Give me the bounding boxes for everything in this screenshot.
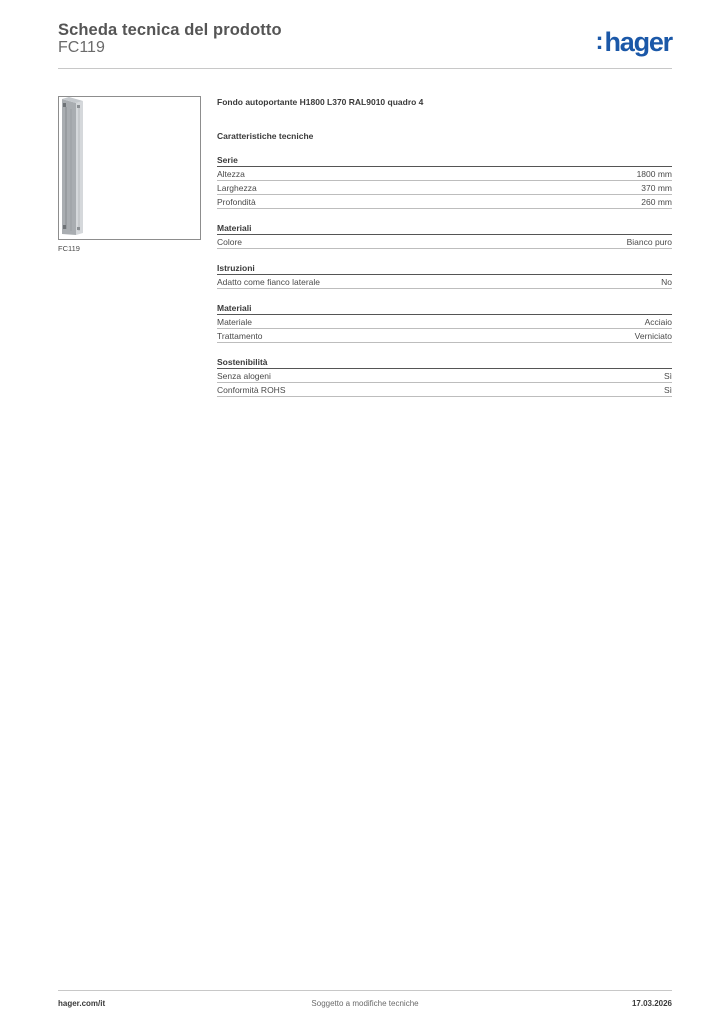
spec-value: 1800 mm — [636, 168, 672, 179]
footer-note: Soggetto a modifiche tecniche — [311, 999, 419, 1008]
spec-label: Materiale — [217, 316, 252, 327]
spec-label: Larghezza — [217, 182, 257, 193]
specs-section-title: Caratteristiche tecniche — [217, 131, 314, 141]
page-title: Scheda tecnica del prodotto — [58, 21, 282, 39]
spec-row-colore — [217, 235, 672, 249]
page-footer — [58, 990, 672, 1012]
spec-group-title: Istruzioni — [217, 262, 672, 275]
panel-hole — [77, 105, 80, 108]
product-content — [217, 95, 672, 397]
product-code: FC119 — [58, 39, 105, 56]
product-description: Fondo autoportante H1800 L370 RAL9010 quadro 4 — [217, 97, 424, 107]
spec-group-materiali — [217, 222, 672, 249]
panel-hole — [63, 103, 66, 107]
spec-value: Bianco puro — [626, 236, 672, 247]
spec-row-senza-alogeni — [217, 369, 672, 383]
spec-value: Verniciato — [634, 330, 672, 341]
spec-row-trattamento — [217, 329, 672, 343]
spec-row-larghezza — [217, 181, 672, 195]
panel-side-face — [62, 99, 76, 235]
spec-group-materiali-2 — [217, 302, 672, 343]
spec-group-title: Serie — [217, 154, 672, 167]
spec-label: Senza alogeni — [217, 370, 271, 381]
page-header — [58, 21, 672, 69]
hager-logo[interactable] — [595, 27, 672, 59]
spec-group-sostenibilita — [217, 356, 672, 397]
spec-group-title: Materiali — [217, 222, 672, 235]
spec-row-fianco-laterale — [217, 275, 672, 289]
panel-hole — [63, 225, 66, 229]
spec-value: Sì — [663, 384, 672, 395]
spec-row-profondita — [217, 195, 672, 209]
spec-value: 370 mm — [641, 182, 672, 193]
spec-label: Conformità ROHS — [217, 384, 286, 395]
spec-label: Adatto come fianco laterale — [217, 276, 321, 287]
back-panel-product-image — [59, 97, 200, 239]
spec-value: Sì — [663, 370, 672, 381]
product-image-frame — [58, 96, 201, 240]
spec-group-istruzioni — [217, 262, 672, 289]
spec-value: Acciaio — [644, 316, 672, 327]
spec-value: No — [661, 276, 672, 287]
spec-row-altezza — [217, 167, 672, 181]
logo-text: hager — [604, 27, 672, 57]
footer-date: 17.03.2026 — [631, 999, 672, 1008]
panel-hole — [77, 227, 80, 230]
spec-label: Altezza — [217, 168, 245, 179]
spec-group-title: Materiali — [217, 302, 672, 315]
logo-colon-mark: : — [595, 28, 604, 55]
spec-value: 260 mm — [641, 196, 672, 207]
spec-row-conformita-rohs — [217, 383, 672, 397]
footer-website-link[interactable]: hager.com/it — [58, 999, 106, 1008]
spec-group-title: Sostenibilità — [217, 356, 672, 369]
product-image-caption: FC119 — [58, 244, 80, 253]
spec-row-materiale — [217, 315, 672, 329]
spec-group-serie — [217, 154, 672, 209]
spec-label: Colore — [217, 236, 243, 247]
spec-label: Trattamento — [217, 330, 263, 341]
spec-label: Profondità — [217, 196, 256, 207]
